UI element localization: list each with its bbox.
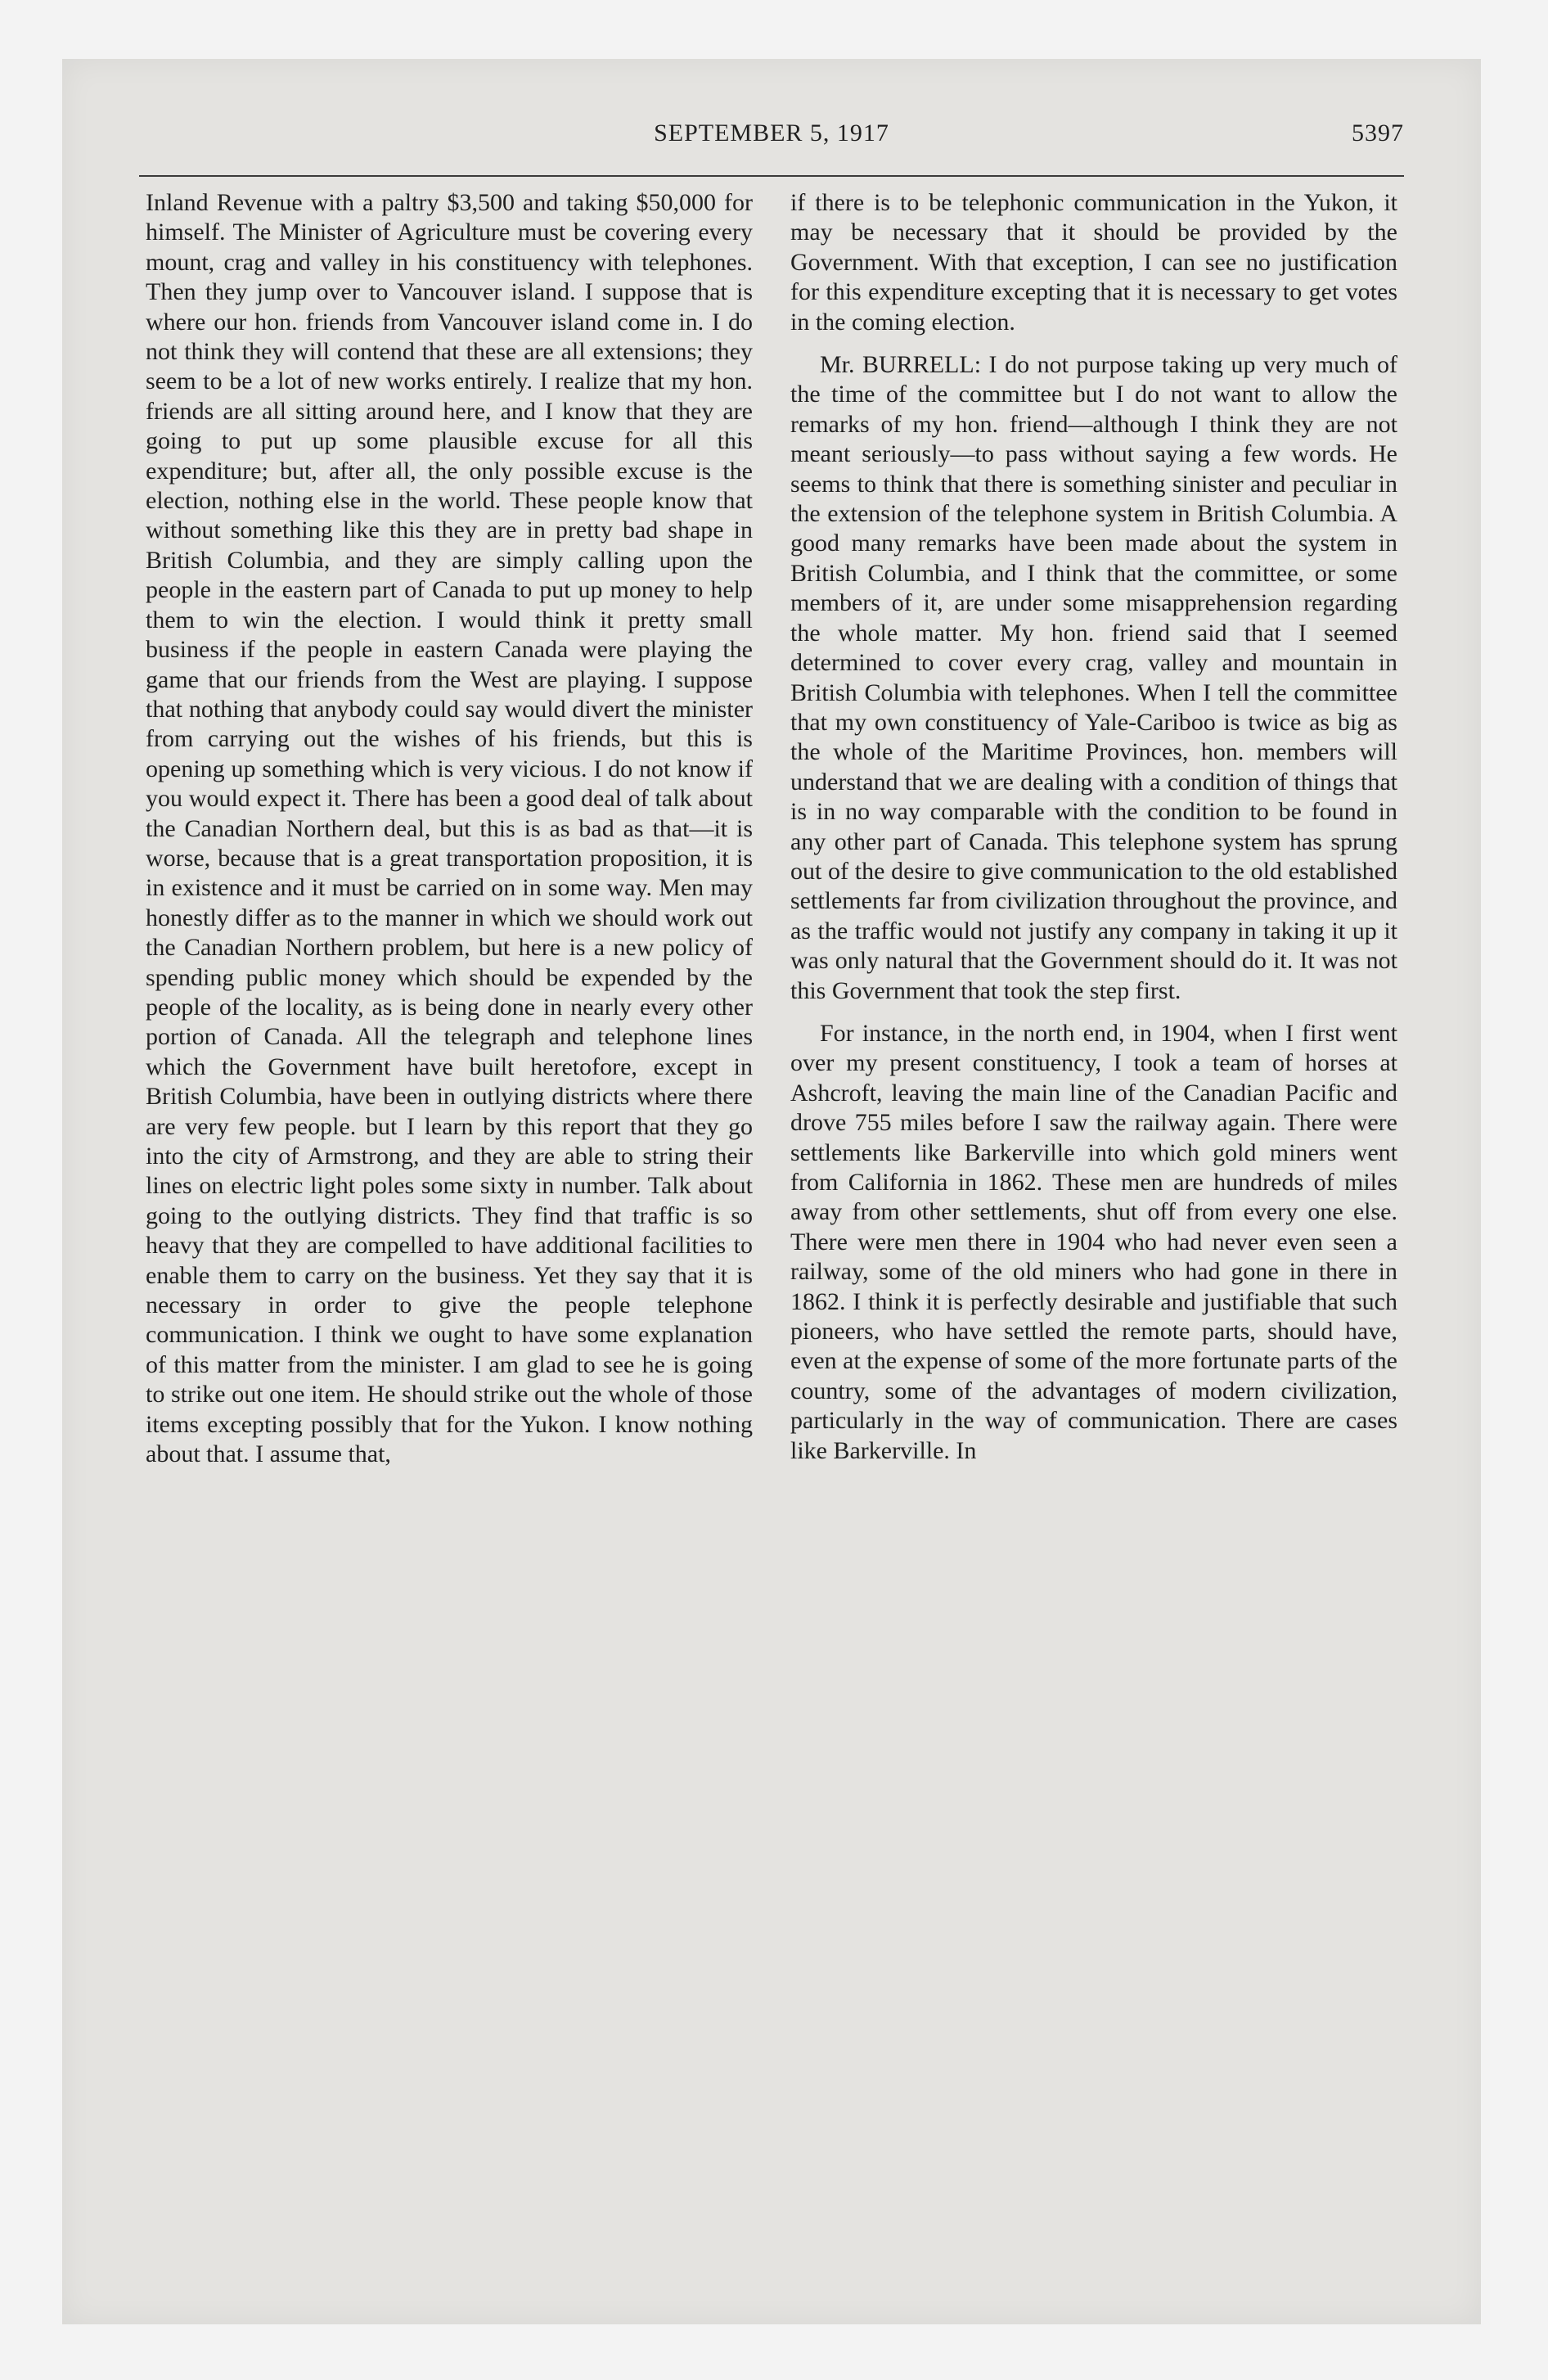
left-column (146, 188, 753, 1469)
header-date: SEPTEMBER 5, 1917 (654, 119, 889, 146)
paragraph: Mr. BURRELL: I do not purpose taking up very much of the time of the committee but I do not want to allow the remarks of my hon. friend—although I think they are not meant seriously—to pass without saying a few words. He seems to think that there is something sinister and peculiar in the extension of the telephone system in British Columbia. A good many remarks have been made about the system in British Columbia, and I think that the committee, or some members of it, are under some misapprehension regarding the whole matter. My hon. friend said that I seemed determined to cover every crag, valley and mountain in British Columbia with telephones. When I tell the committee that my own constituency of Yale-Cariboo is twice as big as the whole of the Maritime Provinces, hon. members will understand that we are dealing with a condition of things that is in no way comparable with the condition to be found in any other part of Canada. This telephone system has sprung out of the desire to give communication to the old established settlements far from civilization throughout the province, and as the traffic would not justify any company in taking it up it was only natural that the Government should do it. It was not this Government that took the step first. (790, 351, 1397, 1004)
header-rule (139, 175, 1404, 177)
paragraph: if there is to be telephonic communication in the Yukon, it may be necessary that it should be provided by the Government. With that exception, I can see no justification for this expenditure excepting that it is necessary to get votes in the coming election. (790, 189, 1397, 336)
document-page (62, 59, 1481, 2324)
right-column (790, 188, 1397, 1466)
paragraph: Inland Revenue with a paltry $3,500 and taking $50,000 for himself. The Minister of Agriculture must be covering every mount, crag and valley in his constituency with telephones. Then they jump over to Vancouver island. I suppose that is where our hon. friends from Vancouver island come in. I do not think they will contend that these are all extensions; they seem to be a lot of new works entirely. I realize that my hon. friends are all sitting around here, and I know that they are going to put up some plausible excuse for all this expenditure; but, after all, the only possible excuse is the election, nothing else in the world. These people know that without something like this they are in pretty bad shape in British Columbia, and they are simply calling upon the people in the eastern part of Canada to put up money to help them to win the election. I would think it pretty small business if the people in eastern Canada were playing the game that our friends from the West are playing. I suppose that nothing that anybody could say would divert the minister from carrying out the wishes of his friends, but this is opening up something which is very vicious. I do not know if you would expect it. There has been a good deal of talk about the Canadian Northern deal, but this is as bad as that—it is worse, because that is a great transportation proposition, it is in existence and it must be carried on in some way. Men may honestly differ as to the manner in which we should work out the Canadian Northern problem, but here is a new policy of spending public money which should be expended by the people of the locality, as is being done in nearly every other portion of Canada. All the telegraph and telephone lines which the Government have built heretofore, except in British Columbia, have been in outlying districts where there are very few people. but I learn by this report that they go into the city of Armstrong, and they are able to string their lines on electric light poles some sixty in number. Talk about going to the outlying districts. They find that traffic is so heavy that they are compelled to have additional facilities to enable them to carry on the business. Yet they say that it is necessary in order to give the people telephone communication. I think we ought to have some explanation of this matter from the minister. I am glad to see he is going to strike out one item. He should strike out the whole of those items excepting possibly that for the Yukon. I know nothing about that. I assume that, (146, 189, 753, 1468)
paragraph: For instance, in the north end, in 1904, when I first went over my present constituency, I took a team of horses at Ashcroft, leaving the main line of the Canadian Pacific and drove 755 miles before I saw the railway again. There were settlements like Barkerville into which gold miners went from California in 1862. These men are hundreds of miles away from other settlements, shut off from every one else. There were men there in 1904 who had never even seen a railway, some of the old miners who had gone in there in 1862. I think it is perfectly desirable and justifiable that such pioneers, who have settled the remote parts, should have, even at the expense of some of the more fortunate parts of the country, some of the advantages of modern civilization, particularly in the way of communication. There are cases like Barkerville. In (790, 1019, 1397, 1464)
page-number: 5397 (1352, 119, 1404, 146)
page-header (62, 119, 1481, 165)
